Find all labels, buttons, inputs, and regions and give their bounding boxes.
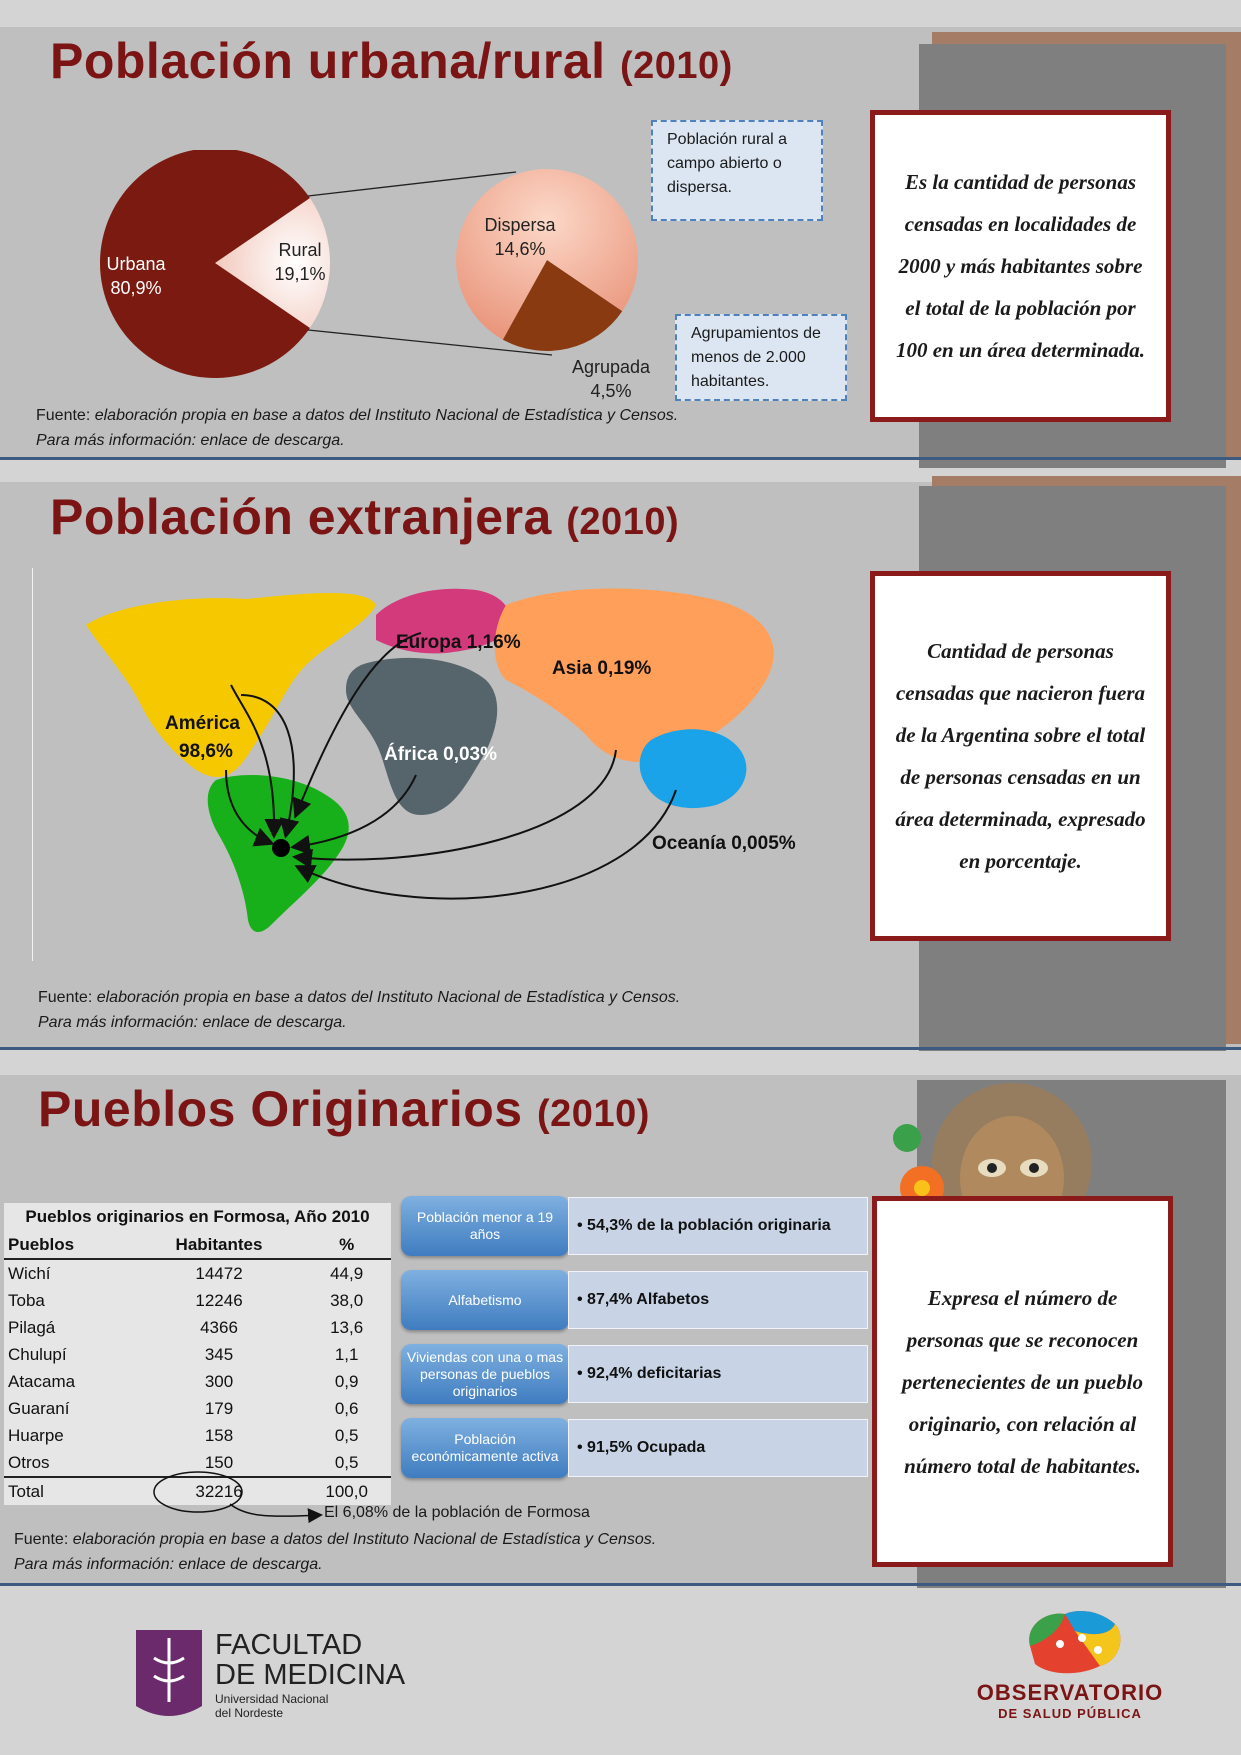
- col-header-pueblos: Pueblos: [8, 1234, 75, 1254]
- table-title: Pueblos originarios en Formosa, Año 2010: [25, 1207, 370, 1226]
- total-habitantes: 32216: [195, 1481, 243, 1501]
- habitantes-cell: 345: [204, 1344, 234, 1364]
- observatorio-text: OBSERVATORIO DE SALUD PÚBLICA: [976, 1680, 1164, 1721]
- definition-urban: Es la cantidad de personas censadas en localidades de 2000 y más habitantes sobre el total de la población por 100 en un área determinada.: [870, 110, 1171, 422]
- map-label-america: América 98,6%: [165, 713, 240, 762]
- section-divider: [0, 457, 1241, 460]
- col-header-habitantes: Habitantes: [175, 1234, 263, 1254]
- stat-value: • 92,4% deficitarias: [568, 1345, 868, 1403]
- habitantes-cell: 300: [204, 1371, 234, 1391]
- stat-value: • 87,4% Alfabetos: [568, 1271, 868, 1329]
- africa-shape: [346, 658, 497, 815]
- oceania-shape: [640, 729, 747, 808]
- habitantes-cell: 158: [204, 1425, 234, 1445]
- pie-label-rural: Rural 19,1%: [274, 240, 326, 284]
- percent-cell: 0,5: [334, 1425, 359, 1445]
- more-info-pueblos[interactable]: Para más información: enlace de descarga.: [14, 1556, 323, 1573]
- pueblos-table-wrapper: [4, 1203, 391, 1505]
- stat-value: • 54,3% de la población originaria: [568, 1197, 868, 1255]
- source-urban: Fuente: elaboración propia en base a datos del Instituto Nacional de Estadística y Censos.: [36, 407, 679, 424]
- table-row: [4, 1259, 391, 1287]
- stat-label: Alfabetismo: [401, 1270, 569, 1330]
- table-row: [4, 1395, 391, 1422]
- total-highlight-annotation: [150, 1470, 330, 1530]
- connector-top: [308, 172, 516, 196]
- stat-value: • 91,5% Ocupada: [568, 1419, 868, 1477]
- more-info-foreign[interactable]: Para más información: enlace de descarga.: [38, 1014, 347, 1031]
- section-divider: [0, 1047, 1241, 1050]
- total-percent: 100,0: [325, 1481, 368, 1501]
- col-header-percent: %: [339, 1234, 355, 1254]
- urban-title: Población urbana/rural (2010): [50, 33, 733, 89]
- pueblo-name-cell: Pilagá: [8, 1317, 56, 1337]
- percent-cell: 13,6: [330, 1317, 364, 1337]
- table-row: [4, 1287, 391, 1314]
- pueblos-table: [4, 1203, 391, 1505]
- pueblo-name-cell: Wichí: [8, 1263, 51, 1283]
- table-row: [4, 1314, 391, 1341]
- facultad-medicina-logo: [134, 1628, 204, 1731]
- facultad-medicina-emblem-icon: [134, 1628, 204, 1726]
- callout-agrupada: Agrupamientos de menos de 2.000 habitantes.: [675, 314, 847, 401]
- map-label-asia: Asia 0,19%: [552, 658, 652, 679]
- table-row: [4, 1368, 391, 1395]
- habitantes-cell: 179: [204, 1398, 234, 1418]
- habitantes-cell: 150: [204, 1452, 234, 1472]
- percent-cell: 44,9: [330, 1263, 364, 1283]
- total-label: Total: [8, 1481, 44, 1501]
- pueblo-name-cell: Toba: [8, 1290, 45, 1310]
- pueblo-name-cell: Guaraní: [8, 1398, 70, 1418]
- callout-rural: Población rural a campo abierto o dispersa.: [651, 120, 823, 221]
- more-info-urban[interactable]: Para más información: enlace de descarga.: [36, 432, 345, 449]
- facultad-text: FACULTAD DE MEDICINA Universidad Nacional del Nordeste: [215, 1629, 406, 1720]
- stat-label: Población menor a 19 años: [401, 1196, 569, 1256]
- pueblos-title: Pueblos Originarios (2010): [38, 1081, 650, 1137]
- observatorio-logo: [1020, 1606, 1126, 1683]
- percent-cell: 1,1: [334, 1344, 359, 1364]
- stat-label: Viviendas con una o mas personas de pueblos originarios: [401, 1344, 569, 1404]
- habitantes-cell: 4366: [200, 1317, 238, 1337]
- pueblo-name-cell: Otros: [8, 1452, 50, 1472]
- map-label-oceania: Oceanía 0,005%: [652, 833, 796, 854]
- pie-label-urbana: Urbana 80,9%: [106, 254, 166, 298]
- percent-cell: 38,0: [330, 1290, 364, 1310]
- pie-label-agrupada: Agrupada 4,5%: [571, 357, 651, 401]
- percent-cell: 0,9: [334, 1371, 359, 1391]
- foreign-title: Población extranjera (2010): [50, 489, 680, 545]
- table-header-row: [4, 1231, 391, 1259]
- table-row: [4, 1422, 391, 1449]
- section-divider: [0, 1583, 1241, 1586]
- table-row: [4, 1341, 391, 1368]
- argentina-destination-dot: [272, 839, 290, 857]
- arrow-oceania: [298, 790, 676, 899]
- map-label-africa: África 0,03%: [384, 744, 498, 765]
- percent-cell: 0,5: [334, 1452, 359, 1472]
- pueblo-name-cell: Huarpe: [8, 1425, 64, 1445]
- source-foreign: Fuente: elaboración propia en base a datos del Instituto Nacional de Estadística y Censos.: [38, 989, 681, 1006]
- map-area: [32, 568, 33, 961]
- habitantes-cell: 12246: [195, 1290, 243, 1310]
- pueblo-name-cell: Chulupí: [8, 1344, 67, 1364]
- source-pueblos: Fuente: elaboración propia en base a datos del Instituto Nacional de Estadística y Censos.: [14, 1531, 657, 1548]
- habitantes-cell: 14472: [195, 1263, 243, 1283]
- stat-label: Población económicamente activa: [401, 1418, 569, 1478]
- observatorio-brain-icon: [1020, 1606, 1126, 1678]
- definition-foreign: Cantidad de personas censadas que nacieron fuera de la Argentina sobre el total de personas censadas en un área determinada, expresado en porcentaje.: [870, 571, 1171, 941]
- pueblo-name-cell: Atacama: [8, 1371, 76, 1391]
- definition-pueblos: Expresa el número de personas que se reconocen pertenecientes de un pueblo originario, con relación al número total de habitantes.: [872, 1196, 1173, 1567]
- percent-cell: 0,6: [334, 1398, 359, 1418]
- map-label-europa: Europa 1,16%: [396, 632, 521, 653]
- pie-label-dispersa: Dispersa 14,6%: [484, 215, 556, 259]
- total-note: El 6,08% de la población de Formosa: [324, 1504, 590, 1521]
